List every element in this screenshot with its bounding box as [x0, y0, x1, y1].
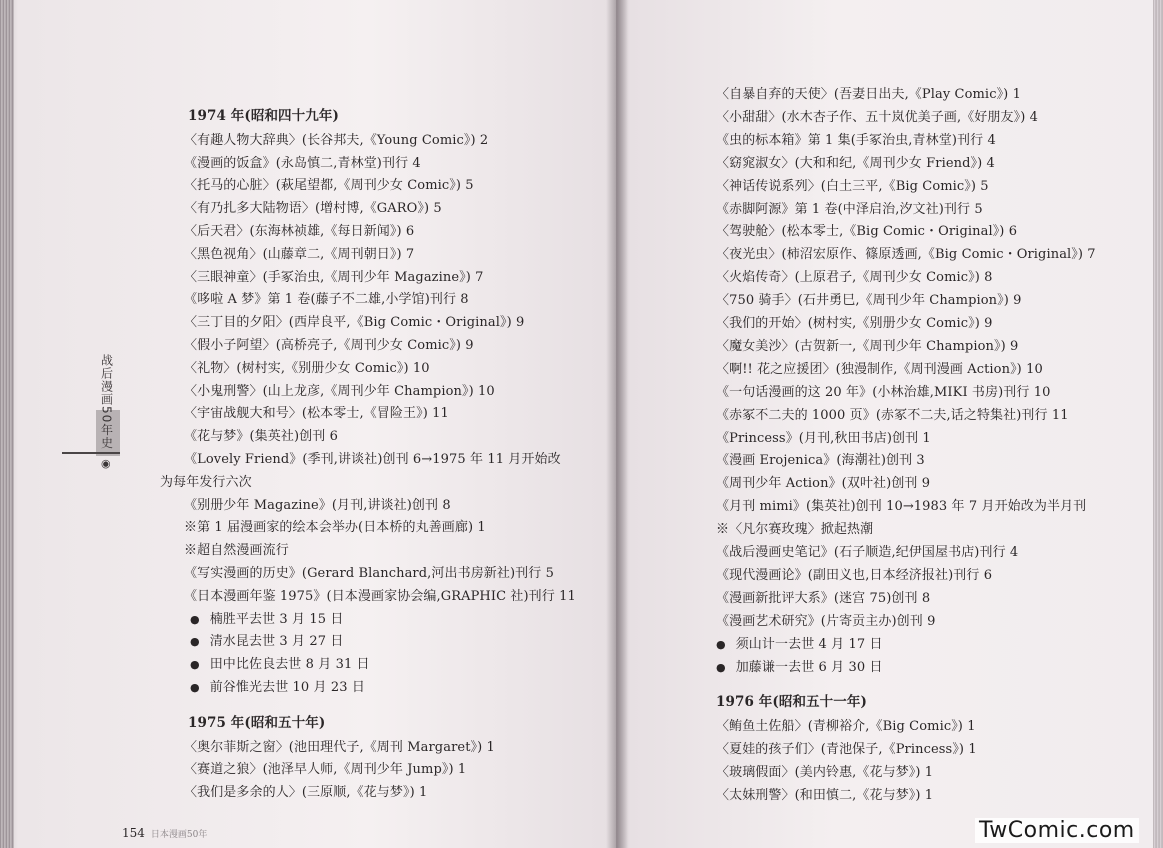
chronology-entry: 〈奥尔菲斯之窗〉(池田理代子,《周刊 Margaret》) 1 — [184, 739, 495, 755]
chronology-entry: 〈火焰传奇〉(上原君子,《周刊少女 Comic》) 8 — [716, 270, 993, 286]
chronology-entry: 〈三眼神童〉(手冢治虫,《周刊少年 Magazine》) 7 — [184, 269, 484, 285]
chronology-entry: 〈750 骑手〉(石井勇巳,《周刊少年 Champion》) 9 — [716, 293, 1022, 309]
chronology-entry: 〈魔女美沙〉(古贺新一,《周刊少年 Champion》) 9 — [716, 338, 1019, 354]
chronology-entry: 《一句话漫画的这 20 年》(小林治雄,MIKI 书房)刊行 10 — [716, 384, 1051, 400]
chronology-entry: 《漫画 Erojenica》(海潮社)创刊 3 — [716, 453, 925, 469]
chronology-entry: 〈礼物〉(树村实,《别册少女 Comic》) 10 — [184, 360, 430, 376]
chronology-entry: 〈小甜甜〉(水木杏子作、五十岚优美子画,《好朋友》) 4 — [716, 109, 1038, 125]
chronology-entry: 《现代漫画论》(副田义也,日本经济报社)刊行 6 — [716, 567, 993, 583]
chronology-entry: 《漫画新批评大系》(迷宫 75)创刊 8 — [716, 590, 931, 606]
chronology-entry: ※第 1 届漫画家的绘本会举办(日本桥的丸善画廊) 1 — [184, 520, 486, 536]
chronology-entry: 〈赛道之狼〉(池泽早人师,《周刊少年 Jump》) 1 — [184, 762, 467, 778]
chronology-entry: 〈啊!! 花之应援团〉(独漫制作,《周刊漫画 Action》) 10 — [716, 361, 1043, 377]
chronology-entry: 《别册少年 Magazine》(月刊,讲谈社)创刊 8 — [184, 497, 451, 513]
page-edge-left — [0, 0, 14, 848]
page-number: 154 — [122, 826, 145, 840]
page-footer — [122, 826, 207, 840]
year-heading: 1976 年(昭和五十一年) — [716, 694, 867, 711]
chronology-entry: 〈玻璃假面〉(美内铃惠,《花与梦》) 1 — [716, 765, 934, 781]
chronology-entry: 〈后天君〉(东海林祯雄,《每日新闻》) 6 — [184, 224, 415, 239]
chronology-entry: 〈窈窕淑女〉(大和和纪,《周刊少女 Friend》) 4 — [716, 155, 995, 171]
watermark: TwComic.com — [975, 818, 1139, 843]
chronology-entry: 〈我们是多余的人〉(三原顺,《花与梦》) 1 — [184, 785, 428, 801]
chronology-entry: 《虫的标本箱》第 1 集(手冢治虫,青林堂)刊行 4 — [716, 132, 996, 148]
chronology-entry: 《写实漫画的历史》(Gerard Blanchard,河出书房新社)刊行 5 — [184, 566, 554, 581]
obituary-item: ● 加藤谦一去世 6 月 30 日 — [716, 659, 883, 677]
sidebar-label: 战后漫画50年史 — [99, 354, 114, 450]
chronology-entry: 〈神话传说系列〉(白土三平,《Big Comic》) 5 — [716, 178, 989, 194]
chronology-entry: 〈驾驶舱〉(松本零士,《Big Comic・Original》) 6 — [716, 224, 1018, 240]
sidebar-dot-icon: ◉ — [101, 457, 111, 470]
chronology-entry: 〈黑色视角〉(山藤章二,《周刊朝日》) 7 — [184, 246, 415, 262]
book-gutter — [606, 0, 628, 848]
obituary-item: ● 楠胜平去世 3 月 15 日 — [190, 611, 343, 629]
obituary-item: ● 清水昆去世 3 月 27 日 — [190, 633, 343, 651]
chronology-entry: 为每年发行六次 — [160, 474, 252, 490]
chronology-entry: 〈有趣人物大辞典〉(长谷邦夫,《Young Comic》) 2 — [184, 132, 489, 148]
obituary-item: ● 须山计一去世 4 月 17 日 — [716, 636, 883, 654]
year-heading: 1974 年(昭和四十九年) — [188, 108, 339, 124]
chronology-entry: 〈三丁目的夕阳〉(西岸良平,《Big Comic・Original》) 9 — [184, 315, 525, 331]
chronology-entry: 《花与梦》(集英社)创刊 6 — [184, 429, 338, 445]
sidebar-rule — [62, 452, 120, 454]
chronology-entry: 〈鲔鱼土佐船〉(青柳裕介,《Big Comic》) 1 — [716, 719, 976, 735]
chronology-entry: 《漫画的饭盒》(永岛慎二,青林堂)刊行 4 — [184, 155, 421, 171]
obituary-item: ● 前谷惟光去世 10 月 23 日 — [190, 679, 365, 697]
chronology-entry: 《月刊 mimi》(集英社)创刊 10→1983 年 7 月开始改为半月刊 — [716, 499, 1087, 515]
page-edge-right — [1153, 0, 1163, 848]
chronology-entry: ※〈凡尔赛玫瑰〉掀起热潮 — [716, 522, 874, 538]
chronology-entry: 〈有乃扎多大陆物语〉(增村博,《GARO》) 5 — [184, 201, 442, 217]
chronology-entry: 〈宇宙战舰大和号〉(松本零士,《冒险王》) 11 — [184, 406, 449, 422]
chronology-entry: 《Princess》(月刊,秋田书店)创刊 1 — [716, 430, 931, 446]
chronology-entry: 〈太妹刑警〉(和田慎二,《花与梦》) 1 — [716, 788, 934, 803]
chronology-entry: 〈托马的心脏〉(萩尾望都,《周刊少女 Comic》) 5 — [184, 178, 474, 194]
chronology-entry: 〈夜光虫〉(柿沼宏原作、篠原透画,《Big Comic・Original》) 7 — [716, 247, 1096, 263]
year-heading: 1975 年(昭和五十年) — [188, 714, 326, 731]
chronology-entry: 〈自暴自弃的天使〉(吾妻日出夫,《Play Comic》) 1 — [716, 87, 1021, 102]
chronology-entry: 《日本漫画年鉴 1975》(日本漫画家协会编,GRAPHIC 社)刊行 11 — [184, 588, 576, 604]
chronology-entry: 〈我们的开始〉(树村实,《别册少女 Comic》) 9 — [716, 316, 993, 331]
chronology-entry: ※超自然漫画流行 — [184, 543, 289, 559]
chronology-entry: 《赤冢不二夫的 1000 页》(赤冢不二夫,话之特集社)刊行 11 — [716, 407, 1069, 423]
chronology-entry: 《哆啦 A 梦》第 1 卷(藤子不二雄,小学馆)刊行 8 — [184, 292, 469, 308]
chronology-entry: 《战后漫画史笔记》(石子顺造,纪伊国屋书店)刊行 4 — [716, 545, 1019, 560]
chronology-entry: 〈夏娃的孩子们〉(青池保子,《Princess》) 1 — [716, 742, 977, 758]
chronology-entry: 《Lovely Friend》(季刊,讲谈社)创刊 6→1975 年 11 月开始改 — [184, 452, 561, 467]
chronology-entry: 〈假小子阿望〉(高桥亮子,《周刊少女 Comic》) 9 — [184, 338, 474, 353]
chronology-entry: 〈小鬼刑警〉(山上龙彦,《周刊少年 Champion》) 10 — [184, 383, 495, 399]
chronology-entry: 《周刊少年 Action》(双叶社)创刊 9 — [716, 476, 931, 492]
chronology-entry: 《赤脚阿源》第 1 卷(中泽启治,汐文社)刊行 5 — [716, 201, 983, 217]
chronology-entry: 《漫画艺术研究》(片寄贡主办)创刊 9 — [716, 613, 936, 629]
footer-title: 日本漫画50年 — [150, 830, 208, 840]
obituary-item: ● 田中比佐良去世 8 月 31 日 — [190, 656, 370, 674]
